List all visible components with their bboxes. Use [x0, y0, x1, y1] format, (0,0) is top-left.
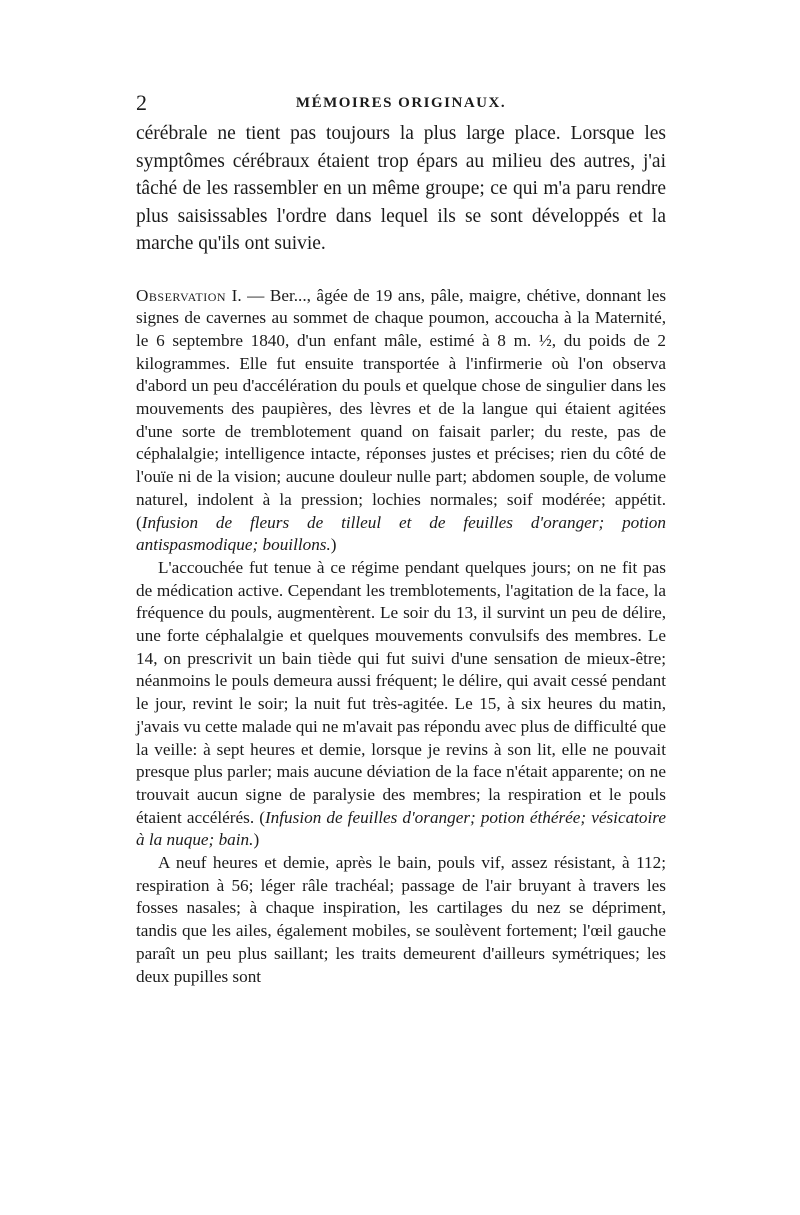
observation-text-2: L'accouchée fut tenue à ce régime pendant quelques jours; on ne fit pas de médication active. Cependant les tremblotements, l'agitation de la face, la fréquence du pouls, augmentèrent. Le soir du 13, il survint un peu de délire, une forte céphalalgie et quelques mouvements convulsifs des membres. Le 14, on prescrivit un bain tiède qui fut suivi d'une sensation de mieux-être; néanmoins le pouls demeura aussi fréquent; le délire, qui avait cessé pendant le jour, revint le soir; la nuit fut très-agitée. Le 15, à six heures du matin, j'avais vu cette malade qui ne m'avait pas répondu avec plus de difficulté que la veille: à sept heures et demie, lorsque je revins à son lit, elle ne pouvait presque plus parler; mais aucune déviation de la face n'était apparente; on ne trouvait aucun signe de paralysie des membres; la respiration et le pouls étaient accélérés. (: [136, 557, 666, 827]
running-header: [136, 90, 666, 116]
observation-number: I.: [231, 285, 242, 305]
observation-paragraph-3: A neuf heures et demie, après le bain, pouls vif, assez résistant, à 112; respiration à 56; léger râle trachéal; passage de l'air bruyant à travers les fosses nasales; à chaque inspiration, les cartilages du nez se dépriment, tandis que les ailes, également mobiles, se soulèvent fortement; l'œil gauche paraît un peu plus saillant; les traits demeurent d'ailleurs symétriques; les deux pupilles sont: [136, 853, 666, 986]
observation-text-1: — Ber..., âgée de 19 ans, pâle, maigre, chétive, donnant les signes de cavernes au sommet de chaque poumon, accoucha à la Maternité, le 6 septembre 1840, d'un enfant mâle, estimé à 8 m. ½, du poids de 2 kilogrammes. Elle fut ensuite transportée à l'infirmerie où l'on observa d'abord un peu d'accélération du pouls et quelque chose de singulier dans les mouvements des paupières, des lèvres et de la langue qui étaient agitées d'une sorte de tremblotement quand on faisait parler; du reste, pas de céphalalgie; intelligence intacte, réponses justes et précises; rien du côté de l'ouïe ni de la vision; aucune douleur nulle part; abdomen souple, de volume naturel, indolent à la pression; lochies normales; soif modérée; appétit. (: [136, 285, 667, 532]
observation-label: Observation: [136, 285, 227, 305]
book-page: [136, 90, 666, 988]
prescription-1-close: ): [330, 535, 337, 555]
prescription-2-close: ): [253, 830, 260, 850]
page-number: 2: [136, 90, 148, 115]
running-title: MÉMOIRES ORIGINAUX.: [295, 95, 507, 111]
prescription-1: Infusion de fleurs de tilleul et de feuilles d'oranger; potion antispasmodique; bouillons.: [136, 512, 666, 555]
observation-paragraph-2: [136, 557, 666, 852]
observation-paragraph-1: [136, 285, 666, 557]
intro-paragraph: cérébrale ne tient pas toujours la plus large place. Lorsque les symptômes cérébraux étaient trop épars au milieu des autres, j'ai tâché de les rassembler en un même groupe; ce qui m'a paru rendre plus saisissables l'ordre dans lequel ils se sont développés et la marche qu'ils ont suivie.: [136, 123, 666, 254]
prescription-2: Infusion de feuilles d'oranger; potion éthérée; vésicatoire à la nuque; bain.: [136, 807, 666, 850]
